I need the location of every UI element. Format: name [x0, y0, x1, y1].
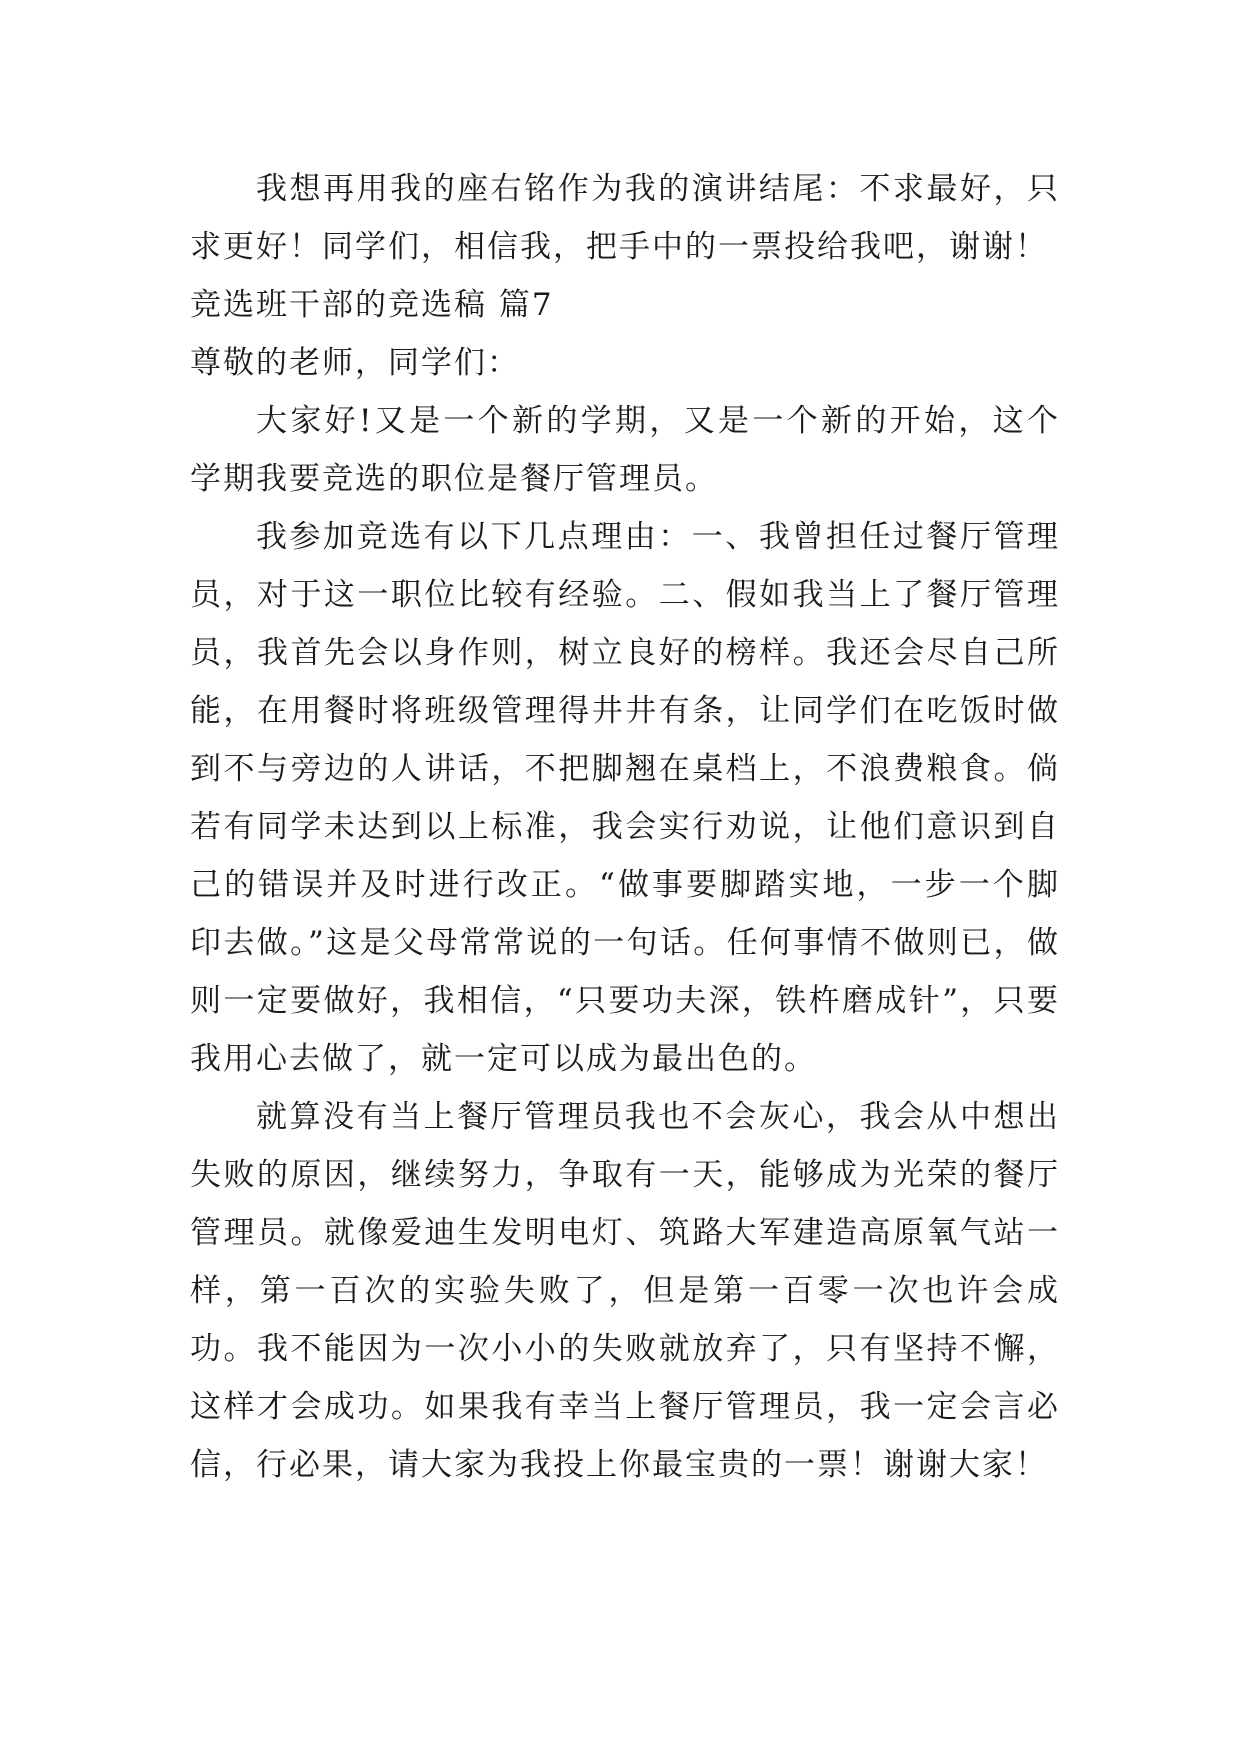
closing-paragraph: 我想再用我的座右铭作为我的演讲结尾：不求最好，只求更好！同学们，相信我，把手中的一票投给我吧，谢谢！: [190, 171, 1060, 265]
paragraph-perseverance: 就算没有当上餐厅管理员我也不会灰心，我会从中想出失败的原因，继续努力，争取有一天，能够成为光荣的餐厅管理员。就像爱迪生发明电灯、筑路大军建造高原氧气站一样，第一百次的实验失败了，但是第一百零一次也许会成功。我不能因为一次小小的失败就放弃了，只有坚持不懈，这样才会成功。如果我有幸当上餐厅管理员，我一定会言必信，行必果，请大家为我投上你最宝贵的一票！谢谢大家！: [190, 1099, 1060, 1483]
salutation: 尊敬的老师，同学们：: [190, 345, 520, 381]
document-body: [190, 160, 1060, 1494]
paragraph-reasons: 我参加竞选有以下几点理由：一、我曾担任过餐厅管理员，对于这一职位比较有经验。二、假如我当上了餐厅管理员，我首先会以身作则，树立良好的榜样。我还会尽自己所能，在用餐时将班级管理得井井有条，让同学们在吃饭时做到不与旁边的人讲话，不把脚翘在桌档上，不浪费粮食。倘若有同学未达到以上标准，我会实行劝说，让他们意识到自己的错误并及时进行改正。“做事要脚踏实地，一步一个脚印去做。”这是父母常常说的一句话。任何事情不做则已，做则一定要做好，我相信，“只要功夫深，铁杵磨成针”，只要我用心去做了，就一定可以成为最出色的。: [190, 519, 1060, 1077]
paragraph-greeting: 大家好!又是一个新的学期，又是一个新的开始，这个学期我要竞选的职位是餐厅管理员。: [190, 403, 1060, 497]
section-title: 竞选班干部的竞选稿 篇7: [190, 287, 554, 323]
